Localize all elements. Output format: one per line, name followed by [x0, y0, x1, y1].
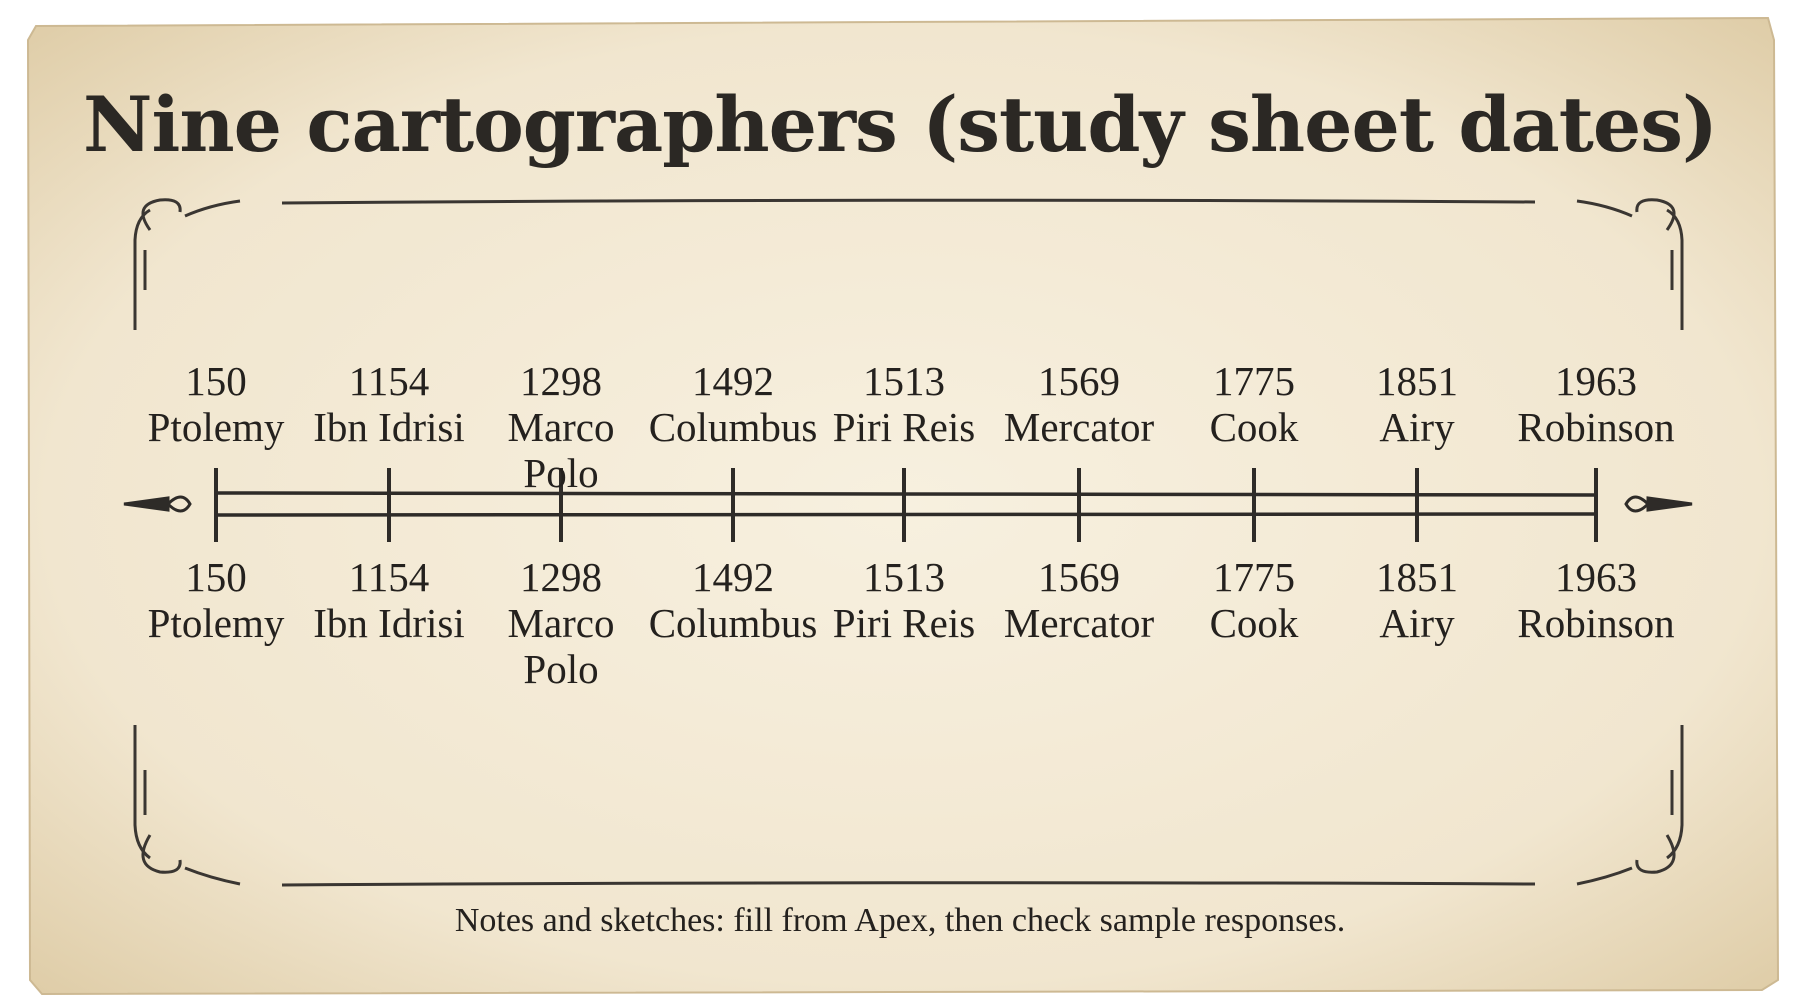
event-name: Columbus: [648, 600, 818, 646]
event-label: [638, 554, 828, 646]
event-label: [294, 554, 484, 646]
event-year: 1298: [520, 554, 602, 600]
event-label: [809, 554, 999, 646]
event-year: 1851: [1376, 358, 1458, 404]
event-name: Marco Polo: [507, 404, 615, 496]
event-label: [121, 554, 311, 646]
event-year: 1154: [348, 554, 430, 600]
event-name: Mercator: [1003, 600, 1155, 646]
event-name: Airy: [1379, 404, 1455, 450]
event-year: 1569: [1038, 554, 1120, 600]
event-year: 1492: [692, 358, 774, 404]
event-label: [984, 358, 1174, 450]
event-year: 1851: [1376, 554, 1458, 600]
event-label: [984, 554, 1174, 646]
event-label: [121, 358, 311, 450]
event-label: [466, 358, 656, 496]
event-label: [496, 554, 626, 692]
footer-note: Notes and sketches: fill from Apex, then check sample responses.: [454, 902, 1346, 939]
event-name: Piri Reis: [832, 404, 976, 450]
event-name: Ptolemy: [147, 600, 285, 646]
event-year: 1298: [520, 358, 602, 404]
event-label: [1159, 358, 1349, 450]
event-label: [1501, 358, 1691, 450]
event-year: 1513: [863, 554, 945, 600]
event-label: [1322, 554, 1512, 646]
event-year: 1963: [1555, 554, 1637, 600]
event-name: Airy: [1379, 600, 1455, 646]
event-label: [809, 358, 999, 450]
event-year: 1513: [863, 358, 945, 404]
event-name: Marco Polo: [507, 600, 615, 692]
event-year: 1775: [1213, 358, 1295, 404]
event-name: Cook: [1209, 600, 1299, 646]
event-name: Mercator: [1003, 404, 1155, 450]
event-label: [1159, 554, 1349, 646]
event-name: Robinson: [1517, 600, 1675, 646]
event-name: Columbus: [648, 404, 818, 450]
event-label: [294, 358, 484, 450]
event-name: Robinson: [1517, 404, 1675, 450]
event-label: [638, 358, 828, 450]
event-year: 1775: [1213, 554, 1295, 600]
event-name: Ptolemy: [147, 404, 285, 450]
event-year: 150: [185, 358, 247, 404]
event-label: [1501, 554, 1691, 646]
event-name: Ibn Idrisi: [313, 404, 465, 450]
page-title: Nine cartographers (study sheet dates): [83, 80, 1717, 169]
event-year: 1569: [1038, 358, 1120, 404]
event-year: 1492: [692, 554, 774, 600]
event-name: Cook: [1209, 404, 1299, 450]
event-year: 1963: [1555, 358, 1637, 404]
event-year: 1154: [348, 358, 430, 404]
event-label: [1322, 358, 1512, 450]
event-name: Piri Reis: [832, 600, 976, 646]
event-name: Ibn Idrisi: [313, 600, 465, 646]
event-year: 150: [185, 554, 247, 600]
